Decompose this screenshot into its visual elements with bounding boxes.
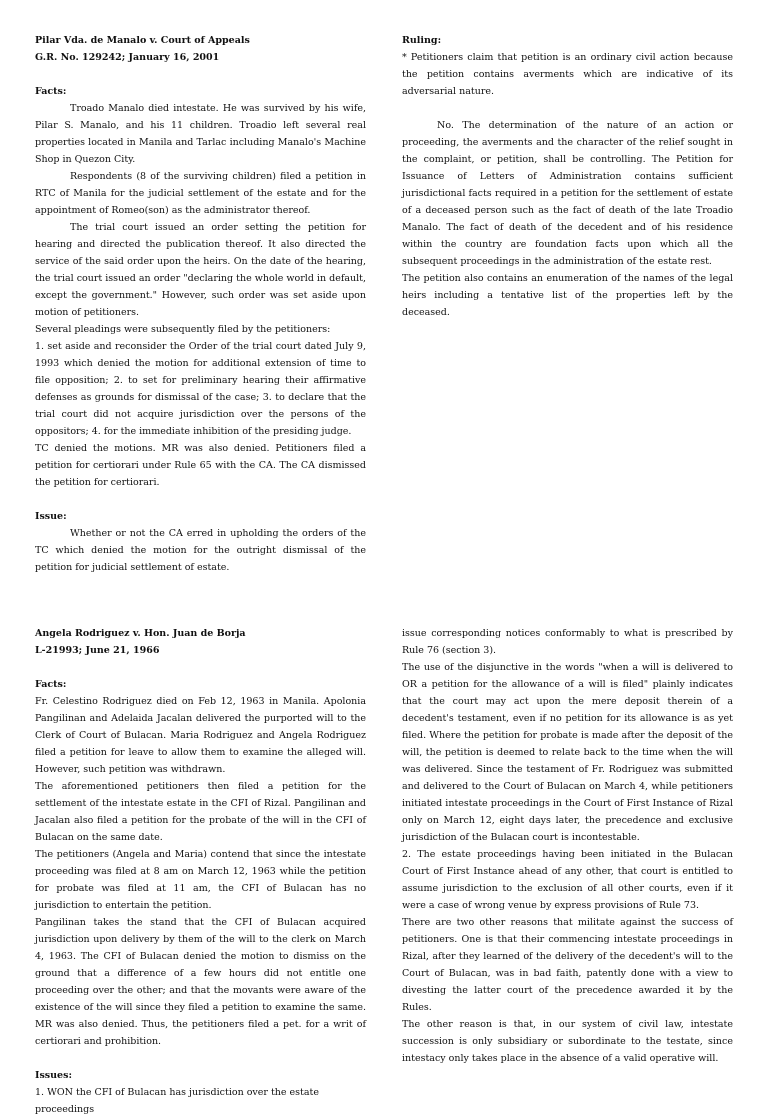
case1-facts-paragraph: TC denied the motions. MR was also denied. Petitioners filed a petition for certiorari under Rule 65 with the CA. The CA dismissed the petition for certiorari. xyxy=(35,443,366,488)
case2-facts-paragraph: The petitioners (Angela and Maria) contend that since the intestate proceeding was filed at 8 am on March 12, 1963 while the petition for probate was filed at 11 am, the CFI of Bulacan has no jurisdiction to entertain the petition. xyxy=(35,849,366,911)
case2-ruling-paragraph: There are two other reasons that militate against the success of petitioners. One is that their commencing intestate proceedings in Rizal, after they learned of the delivery of the decedent's will to the Court of Bulacan, was in bad faith, patently done with a view to divesting the latter court of the precedence awarded it by the Rules. xyxy=(402,917,733,1013)
case1-ruling-paragraph: * Petitioners claim that petition is an ordinary civil action because the petition contains averments which are indicative of its adversarial nature. xyxy=(402,52,733,97)
case1-facts-paragraph: Respondents (8 of the surviving children) filed a petition in RTC of Manila for the judicial settlement of the estate and for the appointment of Romeo(son) as the administrator thereof. xyxy=(35,171,366,216)
case1-facts-paragraph: The trial court issued an order setting the petition for hearing and directed the publication thereof. It also directed the service of the said order upon the heirs. On the date of the hearing, the trial court issued an order "declaring the whole world in default, except the government." However, such order was set aside upon motion of petitioners. xyxy=(35,222,366,318)
case1-facts-heading: Facts: xyxy=(35,86,67,97)
case1-left-column xyxy=(35,32,366,576)
case2-ruling-paragraph: 2. The estate proceedings having been initiated in the Bulacan Court of First Instance ahead of any other, that court is entitled to assume jurisdiction to the exclusion of all other courts, even if it were a case of wrong venue by express provisions of Rule 73. xyxy=(402,849,733,911)
case2-ruling-paragraph: The use of the disjunctive in the words "when a will is delivered to OR a petition for the allowance of a will is filed" plainly indicates that the court may act upon the mere deposit therein of a decedent's testament, even if no petition for its allowance is as yet filed. Where the petition for probate is made after the deposit of the will, the petition is deemed to relate back to the time when the will was delivered. Since the testament of Fr. Rodriguez was submitted and delivered to the Court of Bulacan on March 4, while petitioners initiated intestate proceedings in the Court of First Instance of Rizal only on March 12, eight days later, the precedence and exclusive jurisdiction of the Bulacan court is incontestable. xyxy=(402,662,733,843)
case2-right-column xyxy=(402,625,733,1067)
case2-facts-paragraph: Fr. Celestino Rodriguez died on Feb 12, 1963 in Manila. Apolonia Pangilinan and Adelaida Jacalan delivered the purported will to the Clerk of Court of Bulacan. Maria Rodriguez and Angela Rodriguez filed a petition for leave to allow them to examine the alleged will. However, such petition was withdrawn. xyxy=(35,696,366,775)
case1-facts-paragraph: Troado Manalo died intestate. He was survived by his wife, Pilar S. Manalo, and his 11 children. Troadio left several real properties located in Manila and Tarlac including Manalo's Machine Shop in Quezon City. xyxy=(35,103,366,165)
case2-title: Angela Rodriguez v. Hon. Juan de Borja xyxy=(35,628,246,639)
case2-facts-paragraph: Pangilinan takes the stand that the CFI of Bulacan acquired jurisdiction upon delivery by them of the will to the clerk on March 4, 1963. The CFI of Bulacan denied the motion to dismiss on the ground that a difference of a few hours did not entitle one proceeding over the other; and that the movants were aware of the existence of the will since they filed a petition to examine the same. MR was also denied. Thus, the petitioners filed a pet. for a writ of certiorari and prohibition. xyxy=(35,917,366,1047)
case1-ruling-paragraph: The petition also contains an enumeration of the names of the legal heirs including a tentative list of the properties left by the deceased. xyxy=(402,273,733,318)
case2-issues-item: 1. WON the CFI of Bulacan has jurisdiction over the estate proceedings xyxy=(35,1087,319,1115)
case1-issue-heading: Issue: xyxy=(35,511,67,522)
case1-citation: G.R. No. 129242; January 16, 2001 xyxy=(35,52,220,63)
case2-ruling-paragraph: The other reason is that, in our system of civil law, intestate succession is only subsidiary or subordinate to the testate, since intestacy only takes place in the absence of a valid operative will. xyxy=(402,1019,733,1064)
case1-ruling-paragraph: No. The determination of the nature of an action or proceeding, the averments and the character of the relief sought in the complaint, or petition, shall be controlling. The Petition for Issuance of Letters of Administration contains sufficient jurisdictional facts required in a petition for the settlement of estate of a deceased person such as the fact of death of the late Troadio Manalo. The fact of death of the decedent and of his residence within the country are foundation facts upon which all the subsequent proceedings in the administration of the estate rest. xyxy=(402,120,733,267)
case2-left-column xyxy=(35,625,366,1118)
case2-facts-paragraph: The aforementioned petitioners then filed a petition for the settlement of the intestate estate in the CFI of Rizal. Pangilinan and Jacalan also filed a petition for the probate of the will in the CFI of Bulacan on the same date. xyxy=(35,781,366,843)
case1-facts-paragraph: Several pleadings were subsequently filed by the petitioners: xyxy=(35,324,331,335)
case1-ruling-heading: Ruling: xyxy=(402,35,442,46)
case1-right-column xyxy=(402,32,733,321)
case2-citation: L-21993; June 21, 1966 xyxy=(35,645,160,656)
case2-facts-heading: Facts: xyxy=(35,679,67,690)
case1-title: Pilar Vda. de Manalo v. Court of Appeals xyxy=(35,35,250,46)
case1-facts-paragraph: 1. set aside and reconsider the Order of the trial court dated July 9, 1993 which denied the motion for additional extension of time to file opposition; 2. to set for preliminary hearing their affirmative defenses as grounds for dismissal of the case; 3. to declare that the trial court did not acquire jurisdiction over the persons of the oppositors; 4. for the immediate inhibition of the presiding judge. xyxy=(35,341,366,437)
case1-issue-paragraph: Whether or not the CA erred in upholding the orders of the TC which denied the motion for the outright dismissal of the petition for judicial settlement of estate. xyxy=(35,528,366,573)
case2-ruling-paragraph: issue corresponding notices conformably to what is prescribed by Rule 76 (section 3). xyxy=(402,628,733,656)
case2-issues-heading: Issues: xyxy=(35,1070,72,1081)
